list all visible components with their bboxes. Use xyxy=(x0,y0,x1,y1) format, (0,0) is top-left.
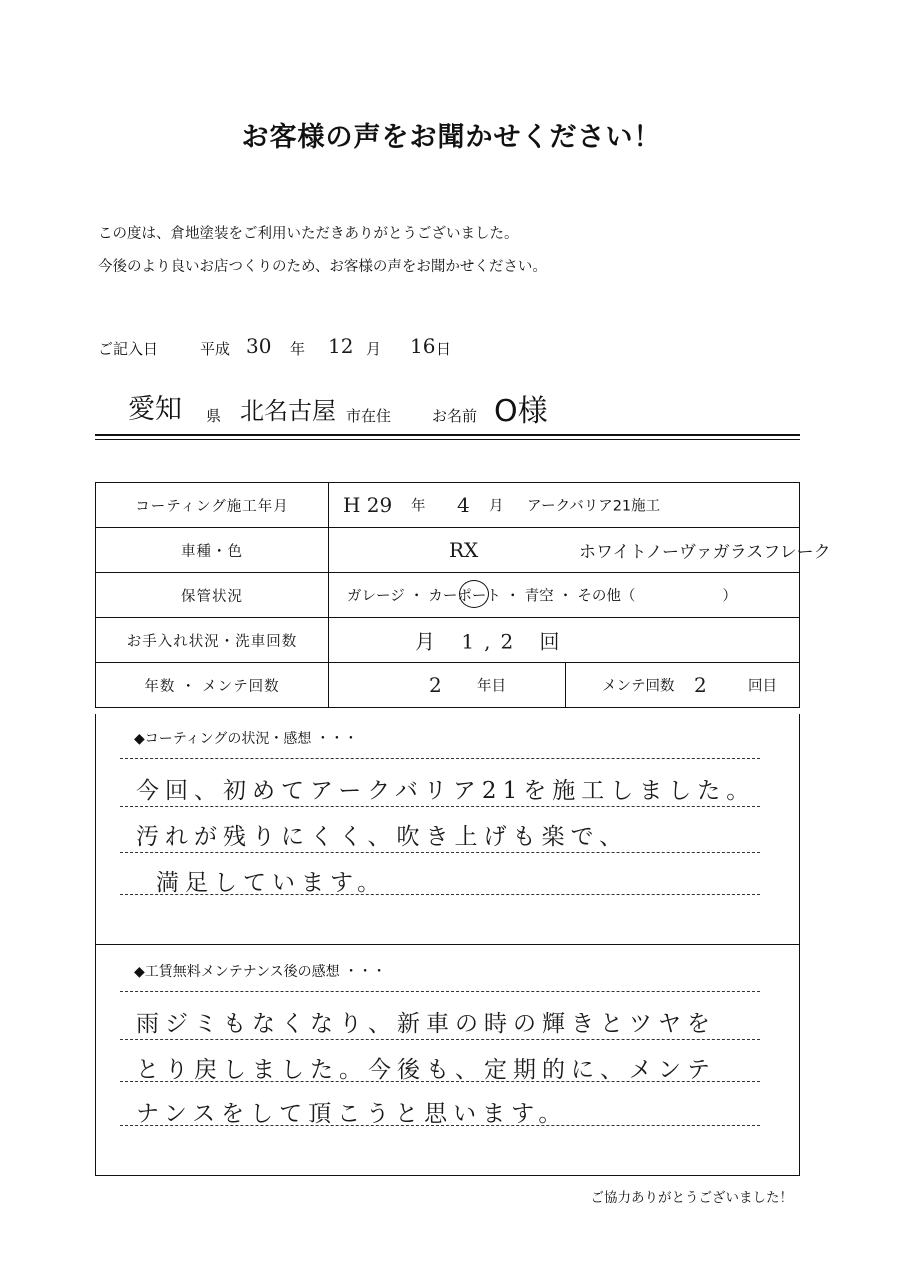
dashed-line xyxy=(120,806,760,807)
coating-impressions-heading: ◆コーティングの状況・感想 ・・・ xyxy=(134,731,358,747)
years-value: 2 xyxy=(429,673,442,697)
dashed-line xyxy=(120,1039,760,1040)
storage-options: ガレージ ・ カーポート ・ 青空 ・ その他（ ） xyxy=(347,588,737,605)
dashed-line xyxy=(120,758,760,759)
maintenance-impressions-box xyxy=(95,944,800,1176)
dashed-line xyxy=(120,991,760,992)
month-unit: 月 xyxy=(366,340,382,358)
maintenance-impression-line: ナンスをして頂こうと思います。 xyxy=(136,1101,568,1127)
table-row xyxy=(96,663,800,708)
name-label: お名前 xyxy=(432,407,478,425)
address-row xyxy=(128,392,808,432)
table-row xyxy=(96,528,800,573)
care-value: 月 1,2 回 xyxy=(415,629,570,654)
day-unit: 日 xyxy=(436,340,452,358)
coating-product: アークバリア21施工 xyxy=(527,498,661,515)
coating-month-unit: 月 xyxy=(489,498,504,515)
day-value: 16 xyxy=(410,334,436,358)
car-color-label: 車種・色 xyxy=(96,528,329,573)
years-unit: 年目 xyxy=(477,678,506,695)
care-label: お手入れ状況・洗車回数 xyxy=(96,618,329,663)
storage-label: 保管状況 xyxy=(96,573,329,618)
coating-date-label: コーティング施工年月 xyxy=(96,483,329,528)
entry-date-row xyxy=(98,334,798,362)
maint-count-unit: 回目 xyxy=(748,678,777,695)
city-suffix: 市在住 xyxy=(346,407,392,425)
dashed-line xyxy=(120,852,760,853)
years-maint-label: 年数 ・ メンテ回数 xyxy=(96,663,329,708)
year-value: 30 xyxy=(246,334,272,358)
month-value: 12 xyxy=(328,334,354,358)
city-value: 北名古屋 xyxy=(240,397,336,425)
name-value: O様 xyxy=(494,394,548,429)
table-row xyxy=(96,573,800,618)
coating-impression-line: 満足しています。 xyxy=(156,870,387,896)
table-row xyxy=(96,483,800,528)
coating-month-value: 4 xyxy=(457,493,470,517)
car-model-value: RX xyxy=(449,538,479,562)
maint-count-label: メンテ回数 xyxy=(602,678,675,695)
intro-line-1: この度は、倉地塗装をご利用いただきありがとうございました。 xyxy=(98,226,519,242)
form-title: お客様の声をお聞かせください！ xyxy=(241,122,662,153)
car-color-value: ホワイトノーヴァガラスフレーク xyxy=(579,542,831,563)
date-label: ご記入日 xyxy=(98,340,159,358)
carport-circle-mark xyxy=(459,580,489,608)
coating-year-unit: 年 xyxy=(411,498,426,515)
prefecture-value: 愛知 xyxy=(128,394,182,425)
maint-count-value: 2 xyxy=(694,673,707,697)
era-label: 平成 xyxy=(200,340,231,358)
address-underline-thin xyxy=(95,439,800,440)
coating-impressions-box xyxy=(95,714,800,945)
maintenance-impression-line: とり戻しました。今後も、定期的に、メンテ xyxy=(136,1057,716,1083)
year-unit: 年 xyxy=(290,340,306,358)
table-row xyxy=(96,618,800,663)
vehicle-info-table xyxy=(95,482,831,708)
thanks-note: ご協力ありがとうございました！ xyxy=(590,1190,793,1206)
address-underline xyxy=(95,434,800,436)
maintenance-impression-line: 雨ジミもなくなり、新車の時の輝きとツヤを xyxy=(136,1011,716,1037)
prefecture-unit: 県 xyxy=(206,407,222,425)
coating-year-value: H 29 xyxy=(343,493,393,517)
maintenance-impressions-heading: ◆工賃無料メンテナンス後の感想 ・・・ xyxy=(134,964,387,980)
coating-impression-line: 今回、初めてアークバリア21を施工しました。 xyxy=(136,778,756,804)
coating-impression-line: 汚れが残りにくく、吹き上げも楽で、 xyxy=(136,824,629,850)
intro-line-2: 今後のより良いお店つくりのため、お客様の声をお聞かせください。 xyxy=(98,259,547,275)
